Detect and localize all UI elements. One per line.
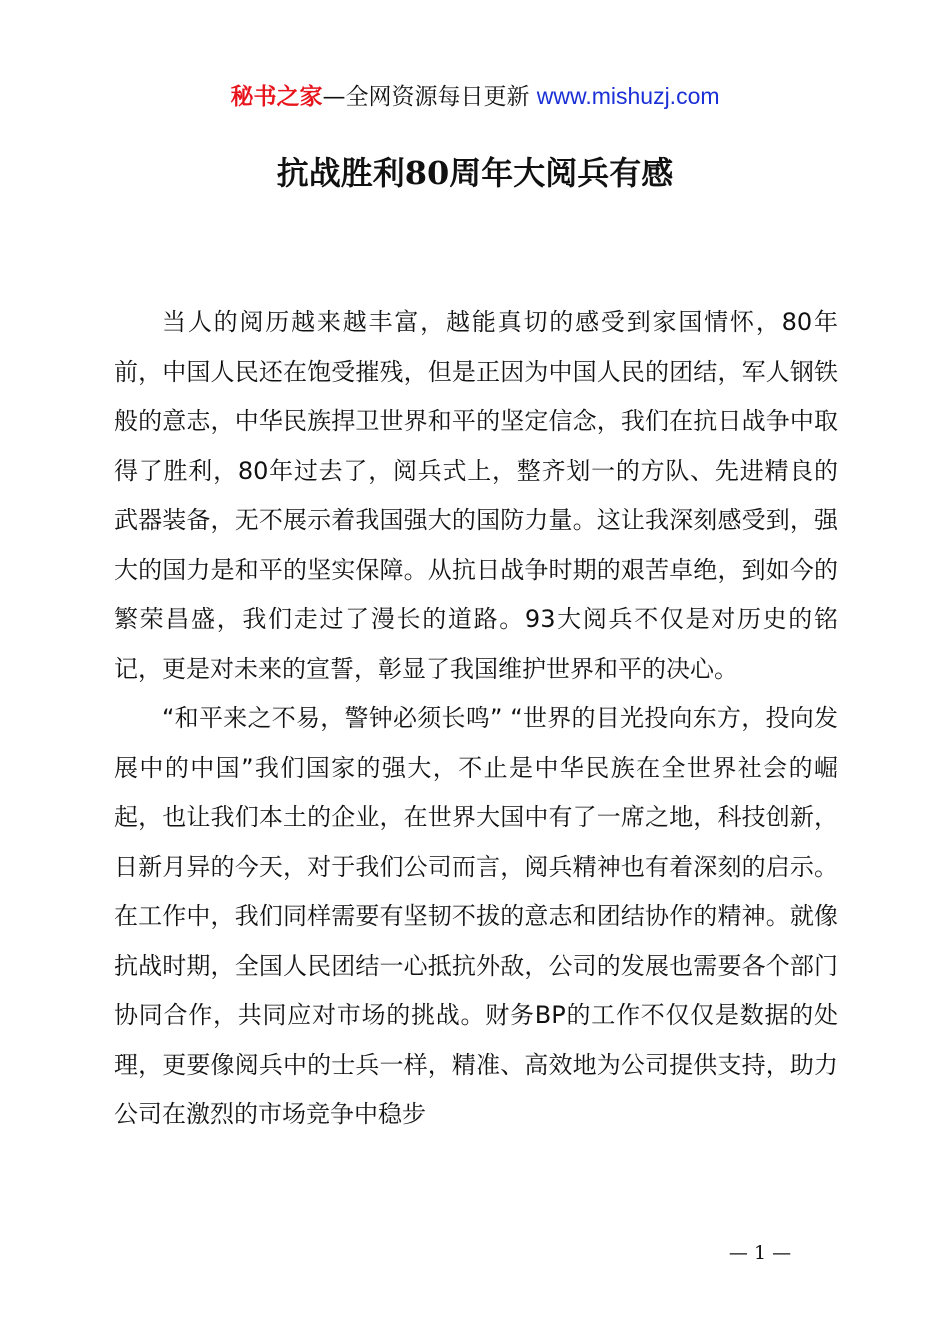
- document-title: 抗战胜利80周年大阅兵有感: [276, 154, 674, 192]
- site-header: [0, 80, 950, 113]
- page-number: — 1 —: [728, 1242, 792, 1264]
- site-url-link[interactable]: www.mishuzj.com: [536, 83, 720, 109]
- body-paragraph-1: 当人的阅历越来越丰富，越能真切的感受到家国情怀，80年前，中国人民还在饱受摧残，但是正因为中国人民的团结，军人钢铁般的意志，中华民族捍卫世界和平的坚定信念，我们在抗日战争中取得了胜利，80年过去了，阅兵式上，整齐划一的方队、先进精良的武器装备，无不展示着我国强大的国防力量。这让我深刻感受到，强大的国力是和平的坚实保障。从抗日战争时期的艰苦卓绝，到如今的繁荣昌盛，我们走过了漫长的道路。93大阅兵不仅是对历史的铭记，更是对未来的宣誓，彰显了我国维护世界和平的决心。: [114, 308, 838, 683]
- body-paragraph-2: “和平来之不易，警钟必须长鸣” “世界的目光投向东方，投向发展中的中国”我们国家的强大，不止是中华民族在全世界社会的崛起，也让我们本土的企业，在世界大国中有了一席之地，科技创新，日新月异的今天，对于我们公司而言，阅兵精神也有着深刻的启示。在工作中，我们同样需要有坚韧不拔的意志和团结协作的精神。就像抗战时期，全国人民团结一心抵抗外敌，公司的发展也需要各个部门协同合作，共同应对市场的挑战。财务BP的工作不仅仅是数据的处理，更要像阅兵中的士兵一样，精准、高效地为公司提供支持，助力公司在激烈的市场竞争中稳步: [114, 704, 838, 1128]
- document-body: [114, 298, 838, 1140]
- site-brand: 秘书之家: [230, 84, 323, 110]
- site-tagline: —全网资源每日更新: [322, 84, 530, 110]
